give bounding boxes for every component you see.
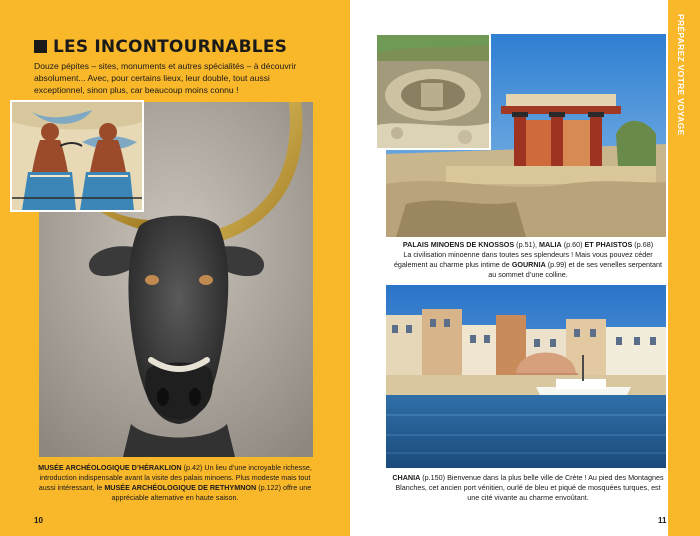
caption-ref-phaistos: (p.68) [632, 240, 654, 249]
knossos-caption [390, 240, 666, 280]
chania-harbour-photo [386, 285, 666, 468]
section-title-text: LES INCONTOURNABLES [53, 37, 288, 57]
side-tab [668, 0, 700, 536]
caption-text-gournia: (p.99) et de ses venelles serpentant au sommet d’une colline. [488, 260, 663, 279]
caption-text-rethymnon: (p.122) offre une appréciable alternative en haute saison. [111, 483, 312, 502]
intro-paragraph: Douze pépites – sites, monuments et autres spécialités – à découvrir absolument... Avec, pour certains lieux, leur double, tout aussi exceptionnel, sinon plus, car beaucoup moins connu ! [34, 61, 297, 95]
caption-text-chania: (p.150) Bienvenue dans la plus belle ville de Crète ! Au pied des Montagnes Blanches, cet ancien port vénitien, ourlé de bleu et piqué de mosquées turques, est une cité vivante au charme envoûtant. [395, 473, 664, 502]
caption-heading-phaistos: ET PHAISTOS [584, 240, 633, 249]
caption-ref-heraklion: (p.42) [181, 463, 205, 472]
right-page [350, 0, 700, 536]
title-square-icon [34, 40, 47, 53]
caption-heading-chania: CHANIA [392, 473, 421, 482]
chania-caption [390, 473, 666, 503]
caption-text-heraklion: Un lieu d’une incroyable richesse, introduction indispensable avant la visite des palais minoens. Plus modeste mais tout aussi intéressant, le [38, 463, 312, 492]
section-title [34, 37, 287, 57]
caption-heading-rethymnon: MUSÉE ARCHÉOLOGIQUE DE RETHYMNON [104, 483, 257, 492]
caption-heading-gournia: GOURNIA [511, 260, 546, 269]
page-number-left: 10 [34, 516, 43, 525]
caption-ref-knossos: (p.51), [514, 240, 539, 249]
caption-ref-malia: (p.60) [561, 240, 585, 249]
caption-heading-knossos: PALAIS MINOENS DE KNOSSOS [402, 240, 515, 249]
page-number-right: 11 [658, 516, 667, 525]
minoan-fresco-photo [10, 100, 144, 212]
heraklion-caption [34, 463, 316, 503]
caption-text-minoan: La civilisation minoenne dans toutes ses splendeurs ! Mais vous pouvez céder également au charme plus intime de [393, 250, 653, 269]
side-tab-label: PRÉPAREZ VOTRE VOYAGE [676, 14, 686, 136]
ruins-inset-photo [375, 33, 491, 150]
caption-heading-heraklion: MUSÉE ARCHÉOLOGIQUE D’HÉRAKLION [38, 463, 182, 472]
caption-heading-malia: MALIA [538, 240, 562, 249]
